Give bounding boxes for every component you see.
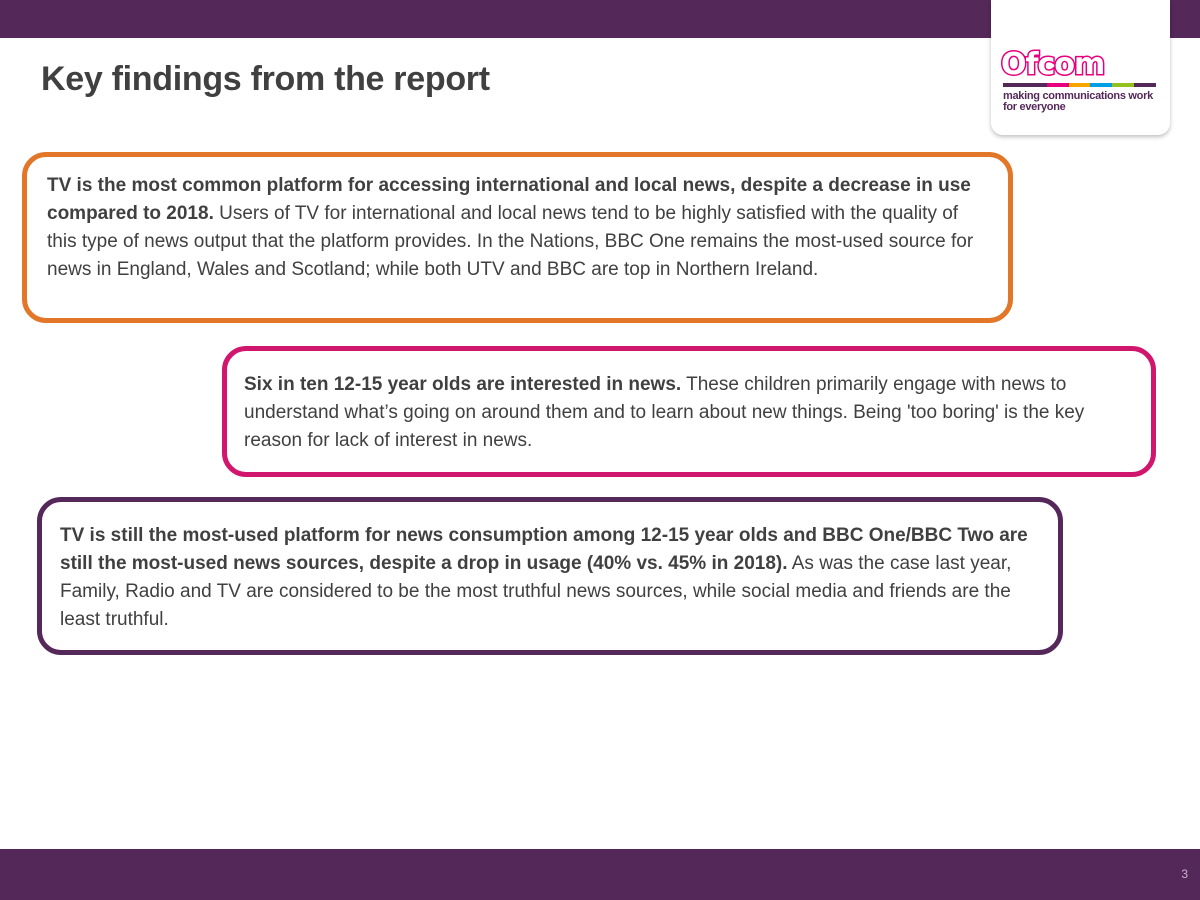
logo-color-stripe — [1003, 83, 1156, 87]
finding-text — [47, 172, 988, 284]
stripe-segment — [1069, 83, 1091, 87]
footer-banner — [0, 849, 1200, 900]
stripe-segment — [1134, 83, 1156, 87]
finding-card-12-15-consumption — [37, 497, 1063, 655]
logo-wordmark: Ofcom — [1001, 47, 1105, 82]
stripe-segment — [1047, 83, 1069, 87]
finding-headline: TV is still the most-used platform for news consumption among 12-15 year olds and BBC One/BBC Two are still the most-used news sources, despite a drop in usage (40% vs. 45% in 2018). — [60, 525, 1028, 574]
finding-card-tv-platform — [22, 152, 1013, 323]
finding-headline: Six in ten 12-15 year olds are interested in news. — [244, 374, 682, 395]
finding-body: These children primarily engage with news to understand what’s going on around them and to learn about new things. Being 'too boring' is the key reason for lack of interest in news. — [244, 374, 1085, 451]
logo-tagline-line1: making communications work — [1003, 90, 1153, 102]
ofcom-logo — [991, 0, 1170, 135]
page-number: 3 — [1181, 867, 1188, 881]
stripe-segment — [1112, 83, 1134, 87]
finding-card-interest — [222, 346, 1156, 477]
finding-headline: TV is the most common platform for accessing international and local news, despite a decrease in use compared to 2018. — [47, 175, 971, 224]
finding-body: Users of TV for international and local news tend to be highly satisfied with the quality of this type of news output that the platform provides. In the Nations, BBC One remains the most-used source for news in England, Wales and Scotland; while both UTV and BBC are top in Northern Ireland. — [47, 203, 974, 280]
finding-body: As was the case last year, Family, Radio and TV are considered to be the most truthful news sources, while social media and friends are the least truthful. — [60, 553, 1012, 630]
stripe-segment — [1003, 83, 1025, 87]
finding-text — [244, 371, 1133, 455]
stripe-segment — [1090, 83, 1112, 87]
logo-tagline — [1003, 91, 1153, 113]
finding-text — [60, 522, 1040, 634]
logo-tagline-line2: for everyone — [1003, 101, 1066, 113]
page-title: Key findings from the report — [41, 60, 490, 98]
stripe-segment — [1025, 83, 1047, 87]
